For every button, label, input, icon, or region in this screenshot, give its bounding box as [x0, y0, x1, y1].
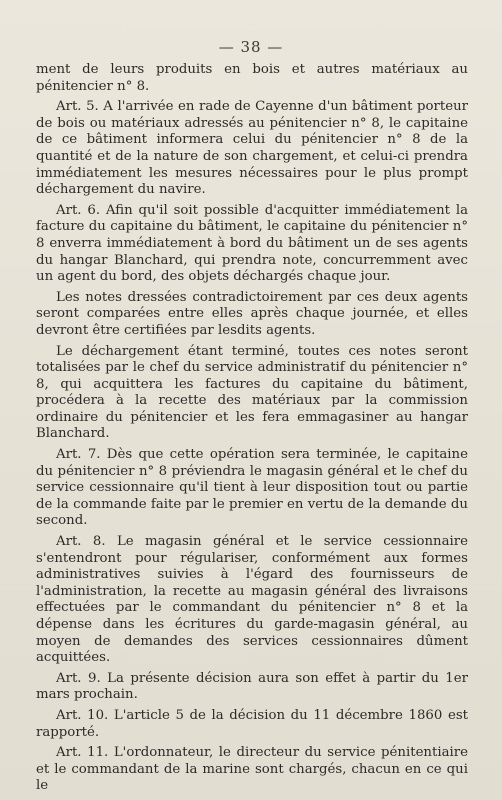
- page-number: — 38 —: [218, 38, 284, 56]
- paragraph-article-11: Art. 11. L'ordonnateur, le directeur du service pénitentiaire et le commandant de la marine sont chargés, chacun en ce qui le: [36, 745, 468, 794]
- paragraph-article-6: Art. 6. Afin qu'il soit possible d'acquitter immédiatement la facture du capitaine du bâtiment, le capitaine du pénitencier n° 8 enverra immédiatement à bord du bâtiment un de ses agents du hangar Blanchard, qui prendra note, concurremment avec un agent du bord, des objets déchargés chaque jour.: [36, 202, 468, 285]
- paragraph-article-7: Art. 7. Dès que cette opération sera terminée, le capitaine du pénitencier n° 8 préviendra le magasin général et le chef du service cessionnaire qu'il tient à leur disposition tout ou partie de la commande faite par le premier en vertu de la demande du second.: [36, 447, 468, 529]
- paragraph-dechargement: Le déchargement étant terminé, toutes ces notes seront totalisées par le chef du service administratif du pénitencier n° 8, qui acquittera les factures du capitaine du bâtiment, procédera à la recette des matériaux par la commission ordinaire du pénitencier et les fera emmagasiner au hangar Blanchard.: [36, 343, 468, 442]
- paragraph-article-10: Art. 10. L'article 5 de la décision du 11 décembre 1860 est rapporté.: [36, 707, 468, 740]
- paragraph-continuation: ment de leurs produits en bois et autres matériaux au pénitencier n° 8.: [36, 62, 468, 94]
- paragraph-article-9: Art. 9. La présente décision aura son effet à partir du 1er mars prochain.: [36, 670, 468, 703]
- paragraph-article-5: Art. 5. A l'arrivée en rade de Cayenne d'un bâtiment porteur de bois ou matériaux adressés au pénitencier n° 8, le capitaine de ce bâtiment informera celui du pénitencier n° 8 de la quantité et de la nature de son chargement, et celui-ci prendra immédiatement les mesures nécessaires pour le plus prompt déchargement du navire.: [36, 99, 468, 198]
- body-text: [36, 62, 468, 799]
- paragraph-notes: Les notes dressées contradictoirement par ces deux agents seront comparées entre elles après chaque journée, et elles devront être certifiées par lesdits agents.: [36, 289, 468, 338]
- paragraph-article-8: Art. 8. Le magasin général et le service cessionnaire s'entendront pour régulariser, conformément aux formes administratives suivies à l'égard des fournisseurs de l'administration, la recette au magasin général des livraisons effectuées par le commandant du pénitencier n° 8 et la dépense dans les écritures du garde-magasin général, au moyen de demandes des services cessionnaires dûment acquittées.: [36, 534, 468, 666]
